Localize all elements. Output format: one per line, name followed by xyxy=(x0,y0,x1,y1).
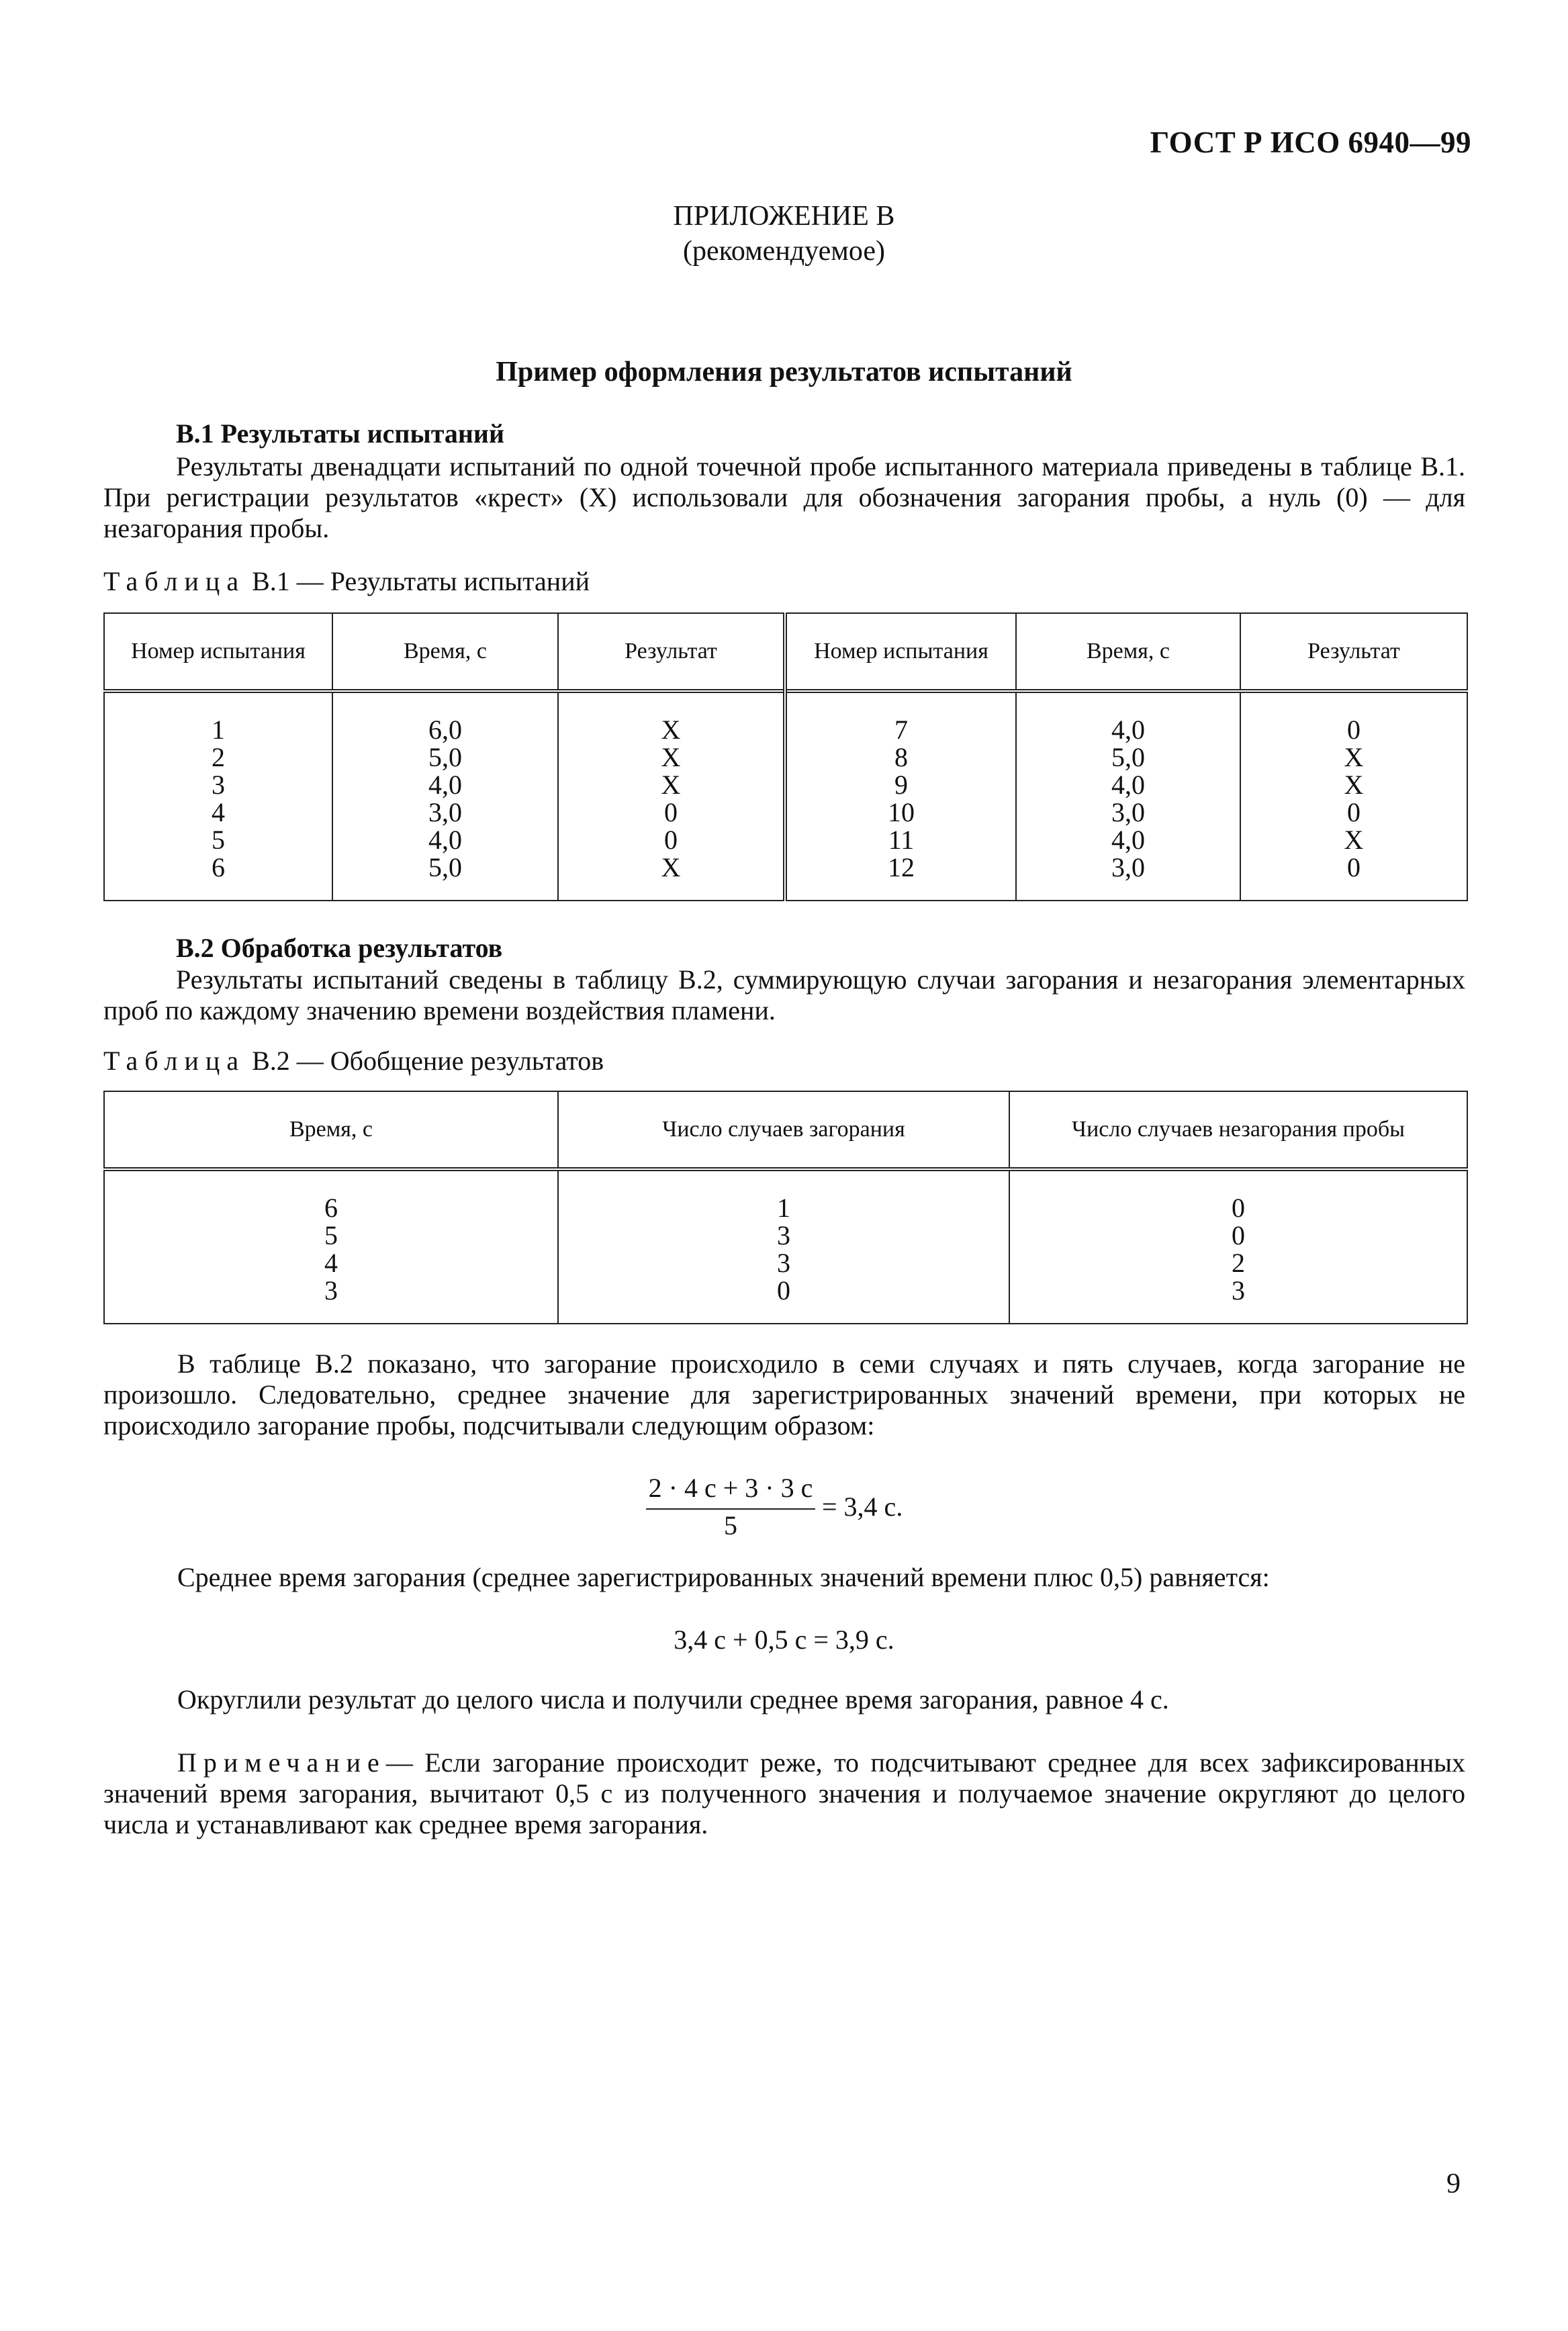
table1-col-test-number-b xyxy=(785,691,1016,901)
table2-header: Число случаев незагорания пробы xyxy=(1009,1091,1467,1169)
section-b2-title: В.2 Обработка результатов xyxy=(176,933,503,963)
table1-header: Результат xyxy=(1240,613,1467,691)
table-cell: 4 xyxy=(324,1248,338,1278)
table2-caption xyxy=(103,1045,604,1077)
table2-col-ignitions xyxy=(558,1169,1009,1324)
section-b1-text-body: Результаты двенадцати испытаний по одной точечной пробе испытанного материала приведены в таблице В.1. При регистрации результатов «крест» (X) использовали для обозначения загорания пробы, а нуль (0) — для незагорания пробы. xyxy=(103,451,1465,543)
table-cell: 5 xyxy=(212,825,225,855)
table-cell: 1 xyxy=(212,715,225,745)
table1-col-result-a xyxy=(558,691,785,901)
section-b2-text xyxy=(103,964,1465,1026)
table-cell: X xyxy=(661,852,681,882)
table2-header: Время, с xyxy=(104,1091,558,1169)
table-cell: 7 xyxy=(894,715,908,745)
table2-col-time xyxy=(104,1169,558,1324)
note-label: Примечание xyxy=(177,1747,386,1778)
table-cell: 0 xyxy=(664,825,678,855)
table1-caption xyxy=(103,565,590,597)
appendix-title: ПРИЛОЖЕНИЕ В xyxy=(673,201,895,232)
note-text: — Если загорание происходит реже, то подсчитывают среднее для всех зафиксированных значений время загорания, вычитают 0,5 с из полученного значения и получаемое значение округляют до целого числа и устанавливают как среднее время загорания. xyxy=(103,1747,1465,1839)
formula-2: 3,4 с + 0,5 с = 3,9 с. xyxy=(674,1625,894,1655)
table-cell: 0 xyxy=(664,797,678,827)
table-cell: 4,0 xyxy=(428,825,462,855)
formula-1-numerator: 2 · 4 с + 3 · 3 с xyxy=(646,1472,815,1510)
table-cell: 1 xyxy=(777,1193,790,1223)
appendix-subtitle: (рекомендуемое) xyxy=(683,236,885,267)
table-cell: 6,0 xyxy=(428,715,462,745)
table1-header: Время, с xyxy=(332,613,558,691)
table-cell: 3,0 xyxy=(1111,797,1145,827)
table-cell: 4,0 xyxy=(1111,770,1145,800)
table-cell: 0 xyxy=(1232,1193,1245,1223)
table-cell: 0 xyxy=(1347,715,1361,745)
section-b2-text-body: Результаты испытаний сведены в таблицу В.2, суммирующую случаи загорания и незагорания элементарных проб по каждому значению времени воздействия пламени. xyxy=(103,964,1465,1025)
table-row xyxy=(104,1169,1467,1324)
table1 xyxy=(103,612,1468,901)
table-cell: X xyxy=(661,742,681,772)
table-cell: 3 xyxy=(212,770,225,800)
table-cell: X xyxy=(1344,770,1364,800)
table2-header-row xyxy=(104,1091,1467,1169)
section-b1-text xyxy=(103,451,1465,544)
table-cell: 2 xyxy=(1232,1248,1245,1278)
table-cell: 0 xyxy=(1232,1220,1245,1250)
table-cell: 9 xyxy=(894,770,908,800)
table-cell: 8 xyxy=(894,742,908,772)
table-cell: 0 xyxy=(777,1275,790,1306)
table1-header: Время, с xyxy=(1016,613,1240,691)
table1-caption-rest: В.1 — Результаты испытаний xyxy=(252,566,590,596)
table-cell: X xyxy=(1344,825,1364,855)
page-heading: Пример оформления результатов испытаний xyxy=(496,357,1072,387)
table-cell: 4,0 xyxy=(428,770,462,800)
table1-header-row xyxy=(104,613,1467,691)
table-cell: 0 xyxy=(1347,797,1361,827)
table-cell: 10 xyxy=(888,797,915,827)
table-cell: X xyxy=(1344,742,1364,772)
table-cell: 4,0 xyxy=(1111,715,1145,745)
table2-caption-word: Таблица xyxy=(103,1046,246,1076)
table-cell: 5 xyxy=(324,1220,338,1250)
paragraph-1: В таблице В.2 показано, что загорание происходило в семи случаях и пять случаев, когда загорание не произошло. Следовательно, среднее значение для зарегистрированных значений времени, при которых не происходило загорание пробы, подсчитывали следующим образом: xyxy=(103,1349,1465,1441)
table-cell: 3 xyxy=(1232,1275,1245,1306)
table-cell: 3 xyxy=(324,1275,338,1306)
table1-header: Номер испытания xyxy=(785,613,1016,691)
section-b1-title: В.1 Результаты испытаний xyxy=(176,418,504,449)
table1-col-time-b xyxy=(1016,691,1240,901)
table2-caption-rest: В.2 — Обобщение результатов xyxy=(252,1046,604,1076)
formula-1-fraction xyxy=(646,1472,815,1542)
table-cell: 3 xyxy=(777,1248,790,1278)
table-cell: 11 xyxy=(888,825,915,855)
table-cell: 3,0 xyxy=(1111,852,1145,882)
table-cell: 5,0 xyxy=(1111,742,1145,772)
paragraph-3: Округлили результат до целого числа и получили среднее время загорания, равное 4 с. xyxy=(177,1684,1169,1715)
table-cell: 5,0 xyxy=(428,742,462,772)
formula-1-denominator: 5 xyxy=(724,1510,737,1541)
table1-col-result-b xyxy=(1240,691,1467,901)
paragraph-2: Среднее время загорания (среднее зарегистрированных значений времени плюс 0,5) равняется: xyxy=(177,1562,1270,1592)
table-cell: 6 xyxy=(212,852,225,882)
formula-1-result: = 3,4 с. xyxy=(822,1492,903,1522)
table-row xyxy=(104,691,1467,901)
table-cell: 6 xyxy=(324,1193,338,1223)
table-cell: 0 xyxy=(1347,852,1361,882)
table2 xyxy=(103,1091,1468,1324)
table2-col-non-ignitions xyxy=(1009,1169,1467,1324)
table1-col-time-a xyxy=(332,691,558,901)
table-cell: 12 xyxy=(888,852,915,882)
table1-header: Номер испытания xyxy=(104,613,332,691)
table-cell: 3 xyxy=(777,1220,790,1250)
page-number: 9 xyxy=(1446,2168,1461,2199)
table-cell: X xyxy=(661,770,681,800)
table-cell: 4,0 xyxy=(1111,825,1145,855)
table1-caption-word: Таблица xyxy=(103,566,246,596)
table2-header: Число случаев загорания xyxy=(558,1091,1009,1169)
note xyxy=(103,1747,1465,1840)
table-cell: X xyxy=(661,715,681,745)
table1-header: Результат xyxy=(558,613,785,691)
table-cell: 5,0 xyxy=(428,852,462,882)
table1-col-test-number-a xyxy=(104,691,332,901)
table-cell: 2 xyxy=(212,742,225,772)
document-code: ГОСТ Р ИСО 6940—99 xyxy=(1150,126,1471,159)
table-cell: 4 xyxy=(212,797,225,827)
table-cell: 3,0 xyxy=(428,797,462,827)
